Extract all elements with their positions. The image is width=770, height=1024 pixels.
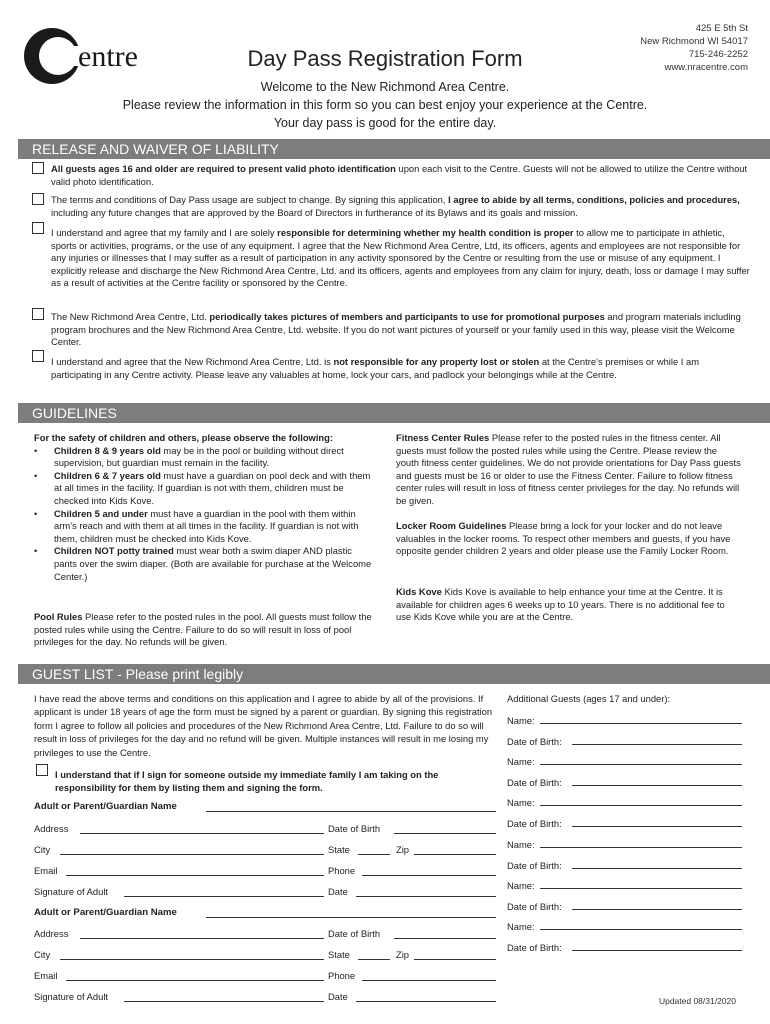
zip-input[interactable] <box>414 843 496 855</box>
release-item-property: I understand and agree that the New Richmond Area Centre, Ltd. is not responsible for any property lost or stolen at the Centre’s premises or while I am participating in any Centre activity. Please leave any valuables at home, lock your cars, and padlock your belongings while at the Centre. <box>51 356 700 380</box>
release-section-header: RELEASE AND WAIVER OF LIABILITY <box>18 139 770 159</box>
state-label: State <box>328 949 350 960</box>
date-input[interactable] <box>356 885 496 897</box>
guest-dob-label: Date of Birth: <box>507 818 562 829</box>
guest-terms: I have read the above terms and conditions on this application and I agree to abide by all of the provisions. If applicant is under 18 years of age the form must be signed by a parent or guardian. By signing this registration form I agree to follow all policies and procedures of the New Richmond Area Centre, Ltd. Failure to do so will result in loss of privileges for the day and no refund will be given. Multiple instances will result in me losing my privileges to use the Centre. <box>34 693 493 758</box>
state-label: State <box>328 844 350 855</box>
address-label: Address <box>34 928 69 939</box>
guest-name-label: Name: <box>507 880 535 891</box>
state-input[interactable] <box>358 948 390 960</box>
page-title: Day Pass Registration Form <box>247 46 523 71</box>
additional-guests-heading: Additional Guests (ages 17 and under): <box>507 693 671 704</box>
zip-input[interactable] <box>414 948 496 960</box>
guest-dob-label: Date of Birth: <box>507 860 562 871</box>
welcome-line: Welcome to the New Richmond Area Centre. <box>260 80 510 94</box>
city-input[interactable] <box>60 843 324 855</box>
address-line: 425 E 5th St <box>695 23 748 34</box>
release-item-photo-id: All guests ages 16 and older are required to present valid photo identification upon each visit to the Centre. Guests will not be allowed to utilize the Centre without valid photo identification. <box>51 163 748 187</box>
state-input[interactable] <box>358 843 390 855</box>
city-label: City <box>34 949 51 960</box>
guest-name-label: Name: <box>507 839 535 850</box>
checkbox-health[interactable] <box>32 222 44 234</box>
phone-input[interactable] <box>362 969 496 981</box>
date-label: Date <box>328 886 348 897</box>
address-label: Address <box>34 823 69 834</box>
adult-name-input[interactable] <box>206 800 496 812</box>
guest-name-label: Name: <box>507 715 535 726</box>
website-link[interactable]: www.nracentre.com <box>664 62 748 73</box>
dob-input[interactable] <box>394 927 496 939</box>
guest-name-label: Name: <box>507 756 535 767</box>
welcome-message <box>0 78 770 132</box>
email-label: Email <box>34 970 58 981</box>
checkbox-property[interactable] <box>32 350 44 362</box>
guest-dob-input[interactable] <box>572 733 742 745</box>
dob-input[interactable] <box>394 822 496 834</box>
phone-input[interactable] <box>362 864 496 876</box>
checkbox-photos[interactable] <box>32 308 44 320</box>
guest-dob-label: Date of Birth: <box>507 942 562 953</box>
phone-label: Phone <box>328 865 356 876</box>
guest-dob-input[interactable] <box>572 898 742 910</box>
list-item: • Children 6 & 7 years old must have a guardian on pool deck and with them at all times in the facility. If guardian is not with them, children must be checked into Kids Kove. <box>34 469 371 506</box>
guest-dob-label: Date of Birth: <box>507 901 562 912</box>
list-item: • Children 8 & 9 years old may be in the pool or building without direct supervision, but guardian must remain in the facility. <box>34 444 344 469</box>
guest-name-label: Name: <box>507 797 535 808</box>
list-item: • Children NOT potty trained must wear both a swim diaper AND plastic pants over the swim diaper. (Both are available for purchase at the Welcome Center.) <box>34 545 372 582</box>
phone-label: Phone <box>328 970 356 981</box>
adult-name-label: Adult or Parent/Guardian Name <box>34 907 177 918</box>
email-input[interactable] <box>66 969 324 981</box>
guest-dob-input[interactable] <box>572 815 742 827</box>
checkbox-photo-id[interactable] <box>32 162 44 174</box>
email-input[interactable] <box>66 864 324 876</box>
guest-dob-input[interactable] <box>572 857 742 869</box>
zip-label: Zip <box>396 949 410 960</box>
release-item-terms: The terms and conditions of Day Pass usage are subject to change. By signing this application, I agree to abide by all terms, conditions, policies and procedures, including any future changes that are approved by the Board of Directors in furtherance of its Bylaws and its goals and mission. <box>51 194 740 218</box>
address-line: New Richmond WI 54017 <box>640 36 748 47</box>
guest-name-input[interactable] <box>540 836 742 848</box>
kids-kove-info: Kids Kove Kids Kove is available to help enhance your time at the Centre. It is available for children ages 6 weeks up to 10 years. There is no additional fee to use Kids Kove while you are at the Centre. <box>396 586 725 623</box>
welcome-line: Please review the information in this form so you can best enjoy your experience at the Centre. <box>122 98 648 112</box>
release-item-photos: The New Richmond Area Centre, Ltd. periodically takes pictures of members and participants to use for promotional purposes and program materials including program brochures and the New Richmond Area Centre, Ltd. website. If you do not want pictures of yourself or your family used in this way, please visit the Welcome Center. <box>51 311 741 348</box>
phone-number: 715-246-2252 <box>688 49 748 60</box>
guest-name-input[interactable] <box>540 753 742 765</box>
checkbox-terms[interactable] <box>32 193 44 205</box>
guest-name-label: Name: <box>507 921 535 932</box>
signature-label: Signature of Adult <box>34 991 109 1002</box>
guest-name-input[interactable] <box>540 877 742 889</box>
address-block <box>640 22 748 74</box>
guest-name-input[interactable] <box>540 918 742 930</box>
list-item: • Children 5 and under must have a guardian in the pool with them within arm’s reach and with them at all times in the facility. If guardian is not with them, children must be checked into Kids Kove. <box>34 507 359 544</box>
address-input[interactable] <box>80 822 324 834</box>
svg-text:entre: entre <box>78 40 138 73</box>
signature-label: Signature of Adult <box>34 886 109 897</box>
updated-date: Updated 08/31/2020 <box>658 996 736 1006</box>
city-label: City <box>34 844 51 855</box>
fitness-center-rules: Fitness Center Rules Please refer to the posted rules in the fitness center. All guests must follow the posted rules while using the Centre. Please review the youth fitness center guidelines. We do not provide orientations for Day Pass guests and guests must be 16 or older to use the Fitness Center. Failure to follow fitness center rules will result in loss of fitness center privileges for the day. No refunds will be given. <box>396 432 741 506</box>
email-label: Email <box>34 865 58 876</box>
safety-intro: For the safety of children and others, please observe the following: <box>34 432 334 443</box>
guest-list-section-header: GUEST LIST - Please print legibly <box>18 664 770 684</box>
guest-dob-input[interactable] <box>572 939 742 951</box>
adult-name-input[interactable] <box>206 906 496 918</box>
date-input[interactable] <box>356 990 496 1002</box>
date-label: Date <box>328 991 348 1002</box>
zip-label: Zip <box>396 844 410 855</box>
guest-dob-label: Date of Birth: <box>507 736 562 747</box>
pool-rules: Pool Rules Please refer to the posted rules in the pool. All guests must follow the posted rules while using the Centre. Failure to do so will result in loss of pool privileges for the day. No refunds will be given. <box>34 611 372 648</box>
guest-name-input[interactable] <box>540 712 742 724</box>
adult-name-label: Adult or Parent/Guardian Name <box>34 801 177 812</box>
release-item-health: I understand and agree that my family and I are solely responsible for determining whether my health condition is proper to allow me to participate in athletic, sports or activities, programs, or the use of any equipment. I agree that the New Richmond Area Centre, Ltd, its officers, agents and employees are not responsible for any injuries or illnesses that I may suffer as a result of participation in any activity sponsored by the Centre or resulting from the use or misuse of any equipment. I explicitly release and discharge the New Richmond Area Centre, Ltd. and its officers, agents and employees from any claim for injury, death, loss or damage I may suffer as a result of activities at the Centre facility or sponsored by the Centre. <box>51 227 750 289</box>
dob-label: Date of Birth <box>328 823 381 834</box>
welcome-line: Your day pass is good for the entire day. <box>273 116 497 130</box>
guidelines-section-header: GUIDELINES <box>18 403 770 423</box>
address-input[interactable] <box>80 927 324 939</box>
dob-label: Date of Birth <box>328 928 381 939</box>
city-input[interactable] <box>60 948 324 960</box>
guest-dob-input[interactable] <box>572 774 742 786</box>
guest-name-input[interactable] <box>540 794 742 806</box>
checkbox-responsibility[interactable] <box>36 764 48 776</box>
signature-input[interactable] <box>124 885 324 897</box>
guest-dob-label: Date of Birth: <box>507 777 562 788</box>
signature-input[interactable] <box>124 990 324 1002</box>
guidelines-left-column <box>34 432 374 583</box>
locker-room-guidelines: Locker Room Guidelines Please bring a lock for your locker and do not leave valuables in the locker rooms. To respect other members and guests, if you have opposite gender children 2 years and older please use the Family Locker Room. <box>396 520 731 557</box>
responsibility-statement: I understand that if I sign for someone outside my immediate family I am taking on the responsibility for them by listing them and signing the form. <box>55 769 439 793</box>
